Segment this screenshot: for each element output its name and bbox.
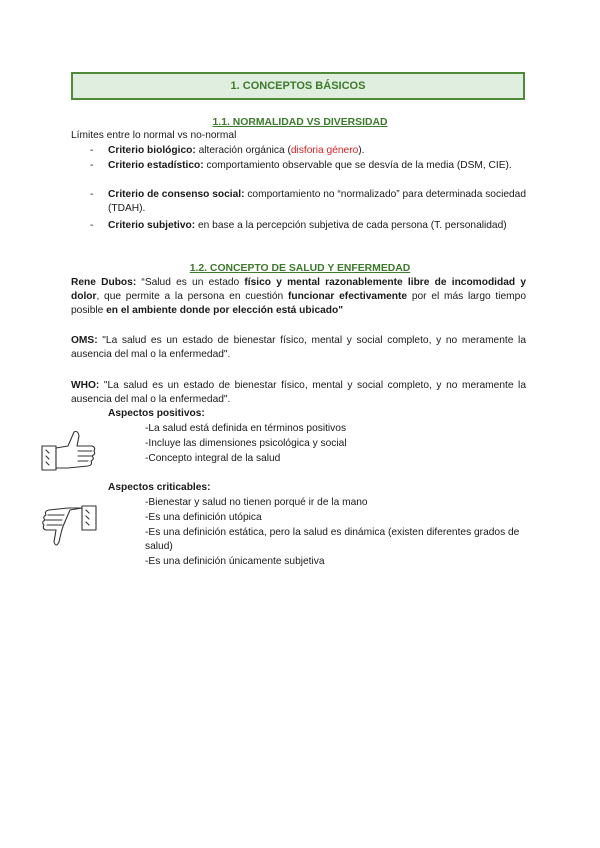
criterion-term: Criterio de consenso social: xyxy=(108,189,245,200)
oms-label: OMS: xyxy=(71,335,98,346)
dubos-bold-2: funcionar efectivamente xyxy=(287,291,408,302)
criterion-term: Criterio biológico: xyxy=(108,145,196,156)
criterion-text: en base a la percepción subjetiva de cada persona (T. personalidad) xyxy=(195,220,507,231)
dubos-bold-3: en el ambiente donde por elección está ubicado" xyxy=(106,305,344,316)
highlight-text: disforia género xyxy=(290,145,359,156)
positive-item: -Concepto integral de la salud xyxy=(145,453,281,464)
who-label: WHO: xyxy=(71,380,100,391)
criterion-term: Criterio estadístico: xyxy=(108,160,204,171)
heading-salud: 1.2. CONCEPTO DE SALUD Y ENFERMEDAD xyxy=(189,263,411,274)
list-dash: - xyxy=(90,160,94,171)
list-dash: - xyxy=(90,145,94,156)
critical-item: -Bienestar y salud no tienen porqué ir de la mano xyxy=(145,497,368,508)
criterion-subjetivo xyxy=(90,219,526,233)
critical-item: -Es una definición únicamente subjetiva xyxy=(145,556,325,567)
dubos-text-2: , que permite a la persona en cuestión xyxy=(96,291,288,302)
dubos-label: Rene Dubos: xyxy=(71,277,137,288)
criterion-consenso xyxy=(90,188,526,216)
dubos-bold-1: físico y mental razonablemente libre de incomodidad y dolor xyxy=(71,277,527,302)
list-dash: - xyxy=(90,189,94,200)
criterion-estadistico xyxy=(90,159,526,173)
criterion-text: comportamiento observable que se desvía de la media (DSM, CIE). xyxy=(203,160,512,171)
critical-item: -Es una definición utópica xyxy=(145,512,262,523)
oms-paragraph xyxy=(71,334,526,362)
who-paragraph xyxy=(71,379,526,407)
criterion-text: alteración orgánica ( xyxy=(195,145,291,156)
list-dash: - xyxy=(90,220,94,231)
positive-item: -La salud está definida en términos positivos xyxy=(145,423,347,434)
dubos-paragraph xyxy=(71,276,526,318)
section-title-box xyxy=(71,72,525,100)
oms-text: "La salud es un estado de bienestar físico, mental y social completo, y no meramente la ausencia del mal o la enfermedad". xyxy=(71,335,526,360)
criterion-biologico xyxy=(90,144,526,158)
criterion-text-end: ). xyxy=(358,145,365,156)
critical-title: Aspectos criticables: xyxy=(108,482,211,493)
criterion-text: comportamiento no “normalizado” para determinada sociedad (TDAH). xyxy=(108,189,526,214)
thumbs-down-icon xyxy=(38,502,100,550)
dubos-text-3: por el más largo tiempo posible xyxy=(71,291,526,316)
thumbs-up-icon xyxy=(38,428,100,474)
heading-normalidad: 1.1. NORMALIDAD VS DIVERSIDAD xyxy=(212,117,388,128)
dubos-text-1: “Salud es un estado xyxy=(136,277,245,288)
positive-item: -Incluye las dimensiones psicológica y social xyxy=(145,438,347,449)
criterion-term: Criterio subjetivo: xyxy=(108,220,196,231)
section-title: 1. CONCEPTOS BÁSICOS xyxy=(230,80,366,92)
intro-text: Límites entre lo normal vs no-normal xyxy=(71,130,237,141)
critical-item: -Es una definición estática, pero la salud es dinámica (existen diferentes grados de salud) xyxy=(145,527,520,552)
who-text: "La salud es un estado de bienestar físico, mental y social completo, y no meramente la ausencia del mal o la enfermedad". xyxy=(71,380,526,405)
positive-title: Aspectos positivos: xyxy=(108,408,205,419)
